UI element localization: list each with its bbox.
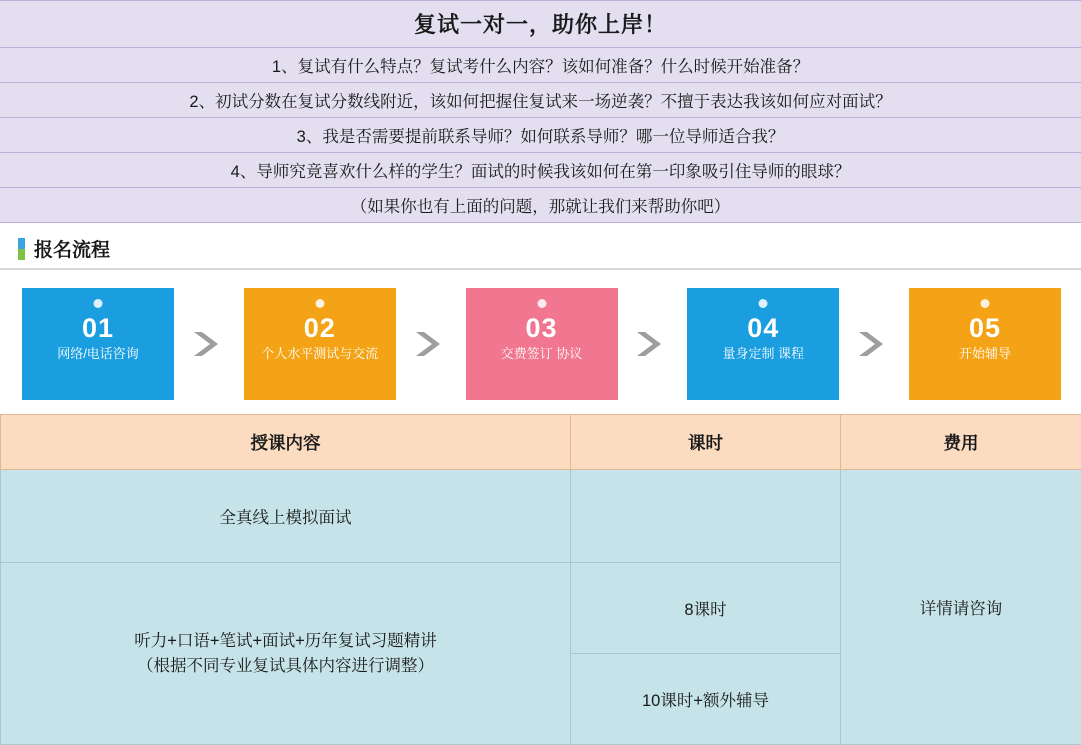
steps-row [0, 270, 1081, 414]
table-row [1, 470, 1081, 563]
course-detail-line-2: （根据不同专业复试具体内容进行调整） [7, 654, 564, 679]
step-dot-icon [981, 299, 990, 308]
step-card-04[interactable] [687, 288, 839, 400]
cell-content-mock-interview: 全真线上模拟面试 [1, 470, 571, 563]
step-dot-icon [759, 299, 768, 308]
arrow-icon [413, 329, 449, 359]
step-label: 开始辅导 [909, 346, 1061, 362]
step-number: 01 [22, 314, 174, 342]
step-dot-icon [537, 299, 546, 308]
course-table [0, 414, 1081, 745]
step-number: 05 [909, 314, 1061, 342]
step-number: 04 [687, 314, 839, 342]
step-number: 02 [244, 314, 396, 342]
step-card-01[interactable] [22, 288, 174, 400]
arrow-icon [856, 329, 892, 359]
step-card-02[interactable] [244, 288, 396, 400]
step-dot-icon [94, 299, 103, 308]
header-block [0, 0, 1081, 223]
cell-content-course-detail [1, 563, 571, 745]
cell-fee-consult: 详情请咨询 [841, 470, 1081, 745]
page-title: 复试一对一，助你上岸！ [0, 0, 1081, 48]
cell-hours-empty [571, 470, 841, 563]
step-number: 03 [466, 314, 618, 342]
arrow-icon [634, 329, 670, 359]
section-header-signup-flow [0, 223, 1081, 270]
arrow-icon [191, 329, 227, 359]
section-title: 报名流程 [34, 235, 110, 262]
course-detail-line-1: 听力+口语+笔试+面试+历年复试习题精讲 [7, 629, 564, 654]
question-note: （如果你也有上面的问题，那就让我们来帮助你吧） [0, 188, 1081, 223]
table-header-row [1, 415, 1081, 470]
cell-hours-10-extra: 10课时+额外辅导 [571, 654, 841, 745]
question-item-3: 3、我是否需要提前联系导师？如何联系导师？哪一位导师适合我？ [0, 118, 1081, 153]
section-accent-bar-icon [18, 238, 25, 260]
step-dot-icon [315, 299, 324, 308]
step-card-03[interactable] [466, 288, 618, 400]
cell-hours-8: 8课时 [571, 563, 841, 654]
column-header-fee: 费用 [841, 415, 1081, 470]
question-item-1: 1、复试有什么特点？复试考什么内容？该如何准备？什么时候开始准备？ [0, 48, 1081, 83]
question-item-4: 4、导师究竟喜欢什么样的学生？面试的时候我该如何在第一印象吸引住导师的眼球？ [0, 153, 1081, 188]
question-item-2: 2、初试分数在复试分数线附近，该如何把握住复试来一场逆袭？不擅于表达我该如何应对面试？ [0, 83, 1081, 118]
step-label: 交费签订 协议 [466, 346, 618, 362]
step-label: 量身定制 课程 [687, 346, 839, 362]
column-header-hours: 课时 [571, 415, 841, 470]
step-label: 个人水平测试与交流 [244, 346, 396, 362]
column-header-content: 授课内容 [1, 415, 571, 470]
step-label: 网络/电话咨询 [22, 346, 174, 362]
step-card-05[interactable] [909, 288, 1061, 400]
